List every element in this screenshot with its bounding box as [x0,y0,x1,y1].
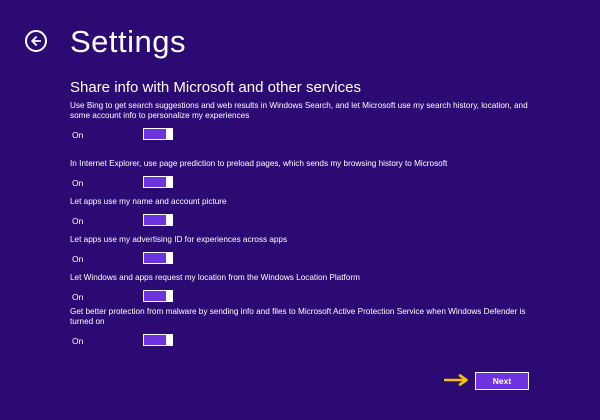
setting-description: Let apps use my name and account picture [70,197,227,206]
toggle-row [70,213,540,227]
toggle-thumb [166,214,173,226]
section-heading: Share info with Microsoft and other services [70,79,361,96]
toggle-state-label: On [72,216,84,226]
toggle-switch-bing-search[interactable] [143,128,173,140]
setting-description: Use Bing to get search suggestions and web results in Windows Search, and let Microsoft use my search history, location, and some account info to personalize my experiences [70,101,528,120]
setting-name-account-picture [70,197,540,235]
toggle-thumb [166,290,173,302]
toggle-row [70,333,540,347]
toggle-state-label: On [72,336,84,346]
back-arrow-icon [30,35,42,47]
setting-page-prediction [70,159,540,197]
setting-active-protection [70,307,540,347]
toggle-row [70,289,540,303]
toggle-row [70,251,540,265]
next-button[interactable]: Next [475,372,529,390]
back-button[interactable] [25,30,47,52]
settings-list [70,101,540,347]
toggle-switch-name-account-picture[interactable] [143,214,173,226]
setting-bing-search [70,101,540,159]
toggle-thumb [166,334,173,346]
setting-description: Let Windows and apps request my location from the Windows Location Platform [70,273,360,282]
toggle-switch-active-protection[interactable] [143,334,173,346]
toggle-state-label: On [72,292,84,302]
setting-description: Let apps use my advertising ID for experiences across apps [70,235,288,244]
toggle-switch-page-prediction[interactable] [143,176,173,188]
yellow-arrow-icon [444,374,470,386]
toggle-thumb [166,176,173,188]
toggle-row [70,175,540,189]
toggle-thumb [166,128,173,140]
setting-description: Get better protection from malware by sending info and files to Microsoft Active Protection Service when Windows Defender is turned on [70,307,526,326]
toggle-thumb [166,252,173,264]
toggle-state-label: On [72,254,84,264]
toggle-state-label: On [72,178,84,188]
page-title: Settings [70,24,187,59]
setting-advertising-id [70,235,540,273]
setting-location [70,273,540,307]
toggle-switch-location[interactable] [143,290,173,302]
setting-description: In Internet Explorer, use page prediction to preload pages, which sends my browsing history to Microsoft [70,159,448,168]
toggle-row [70,127,540,141]
toggle-state-label: On [72,130,84,140]
toggle-switch-advertising-id[interactable] [143,252,173,264]
